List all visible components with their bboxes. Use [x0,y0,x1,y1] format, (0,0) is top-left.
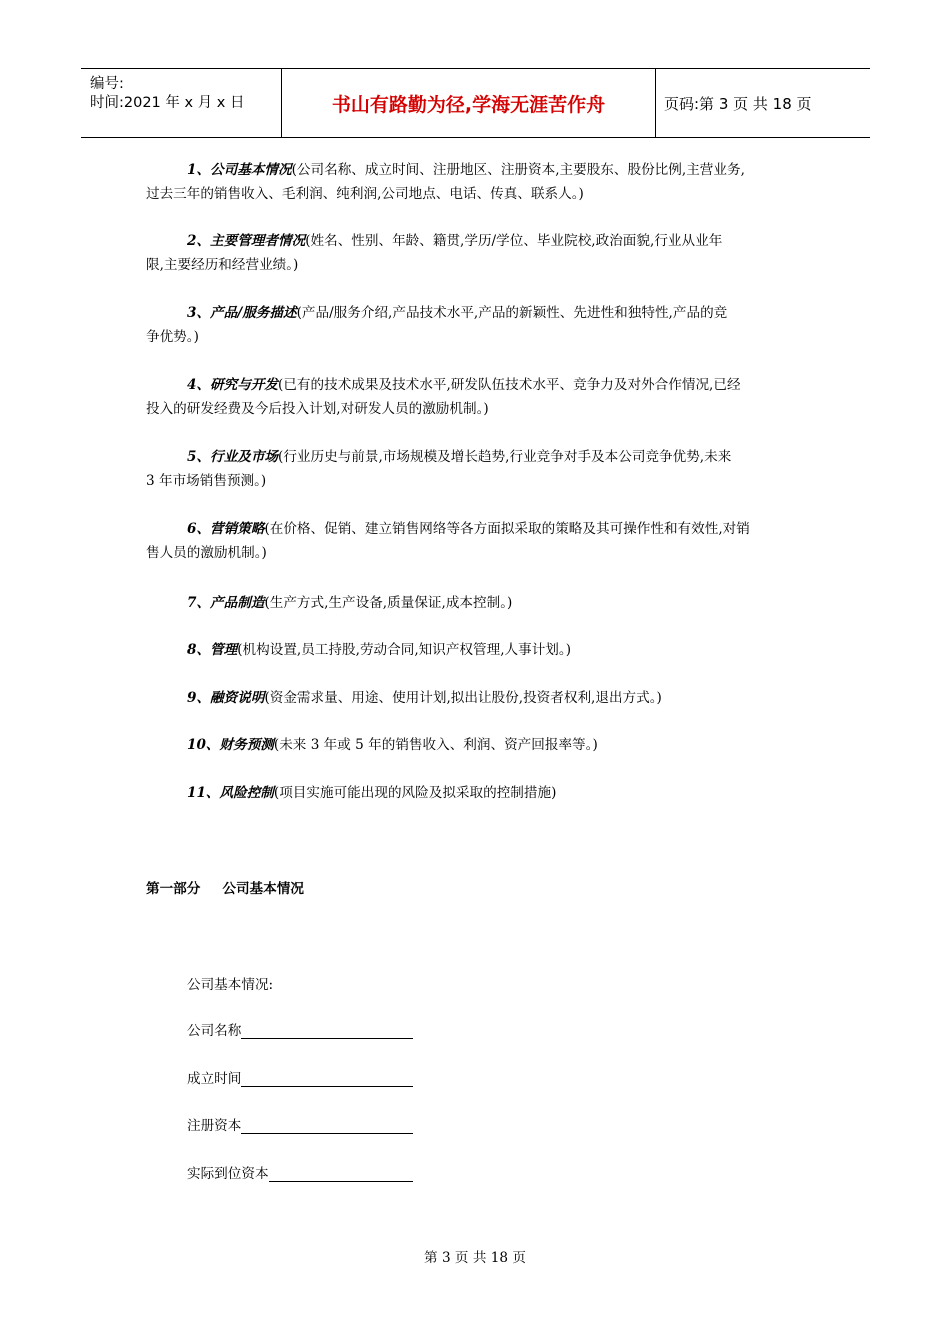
outline-item-desc-line1: (资金需求量、用途、使用计划,拟出让股份,投资者权利,退出方式。) [264,690,662,706]
field-label: 注册资本 [187,1118,242,1134]
outline-item-desc-line1: (项目实施可能出现的风险及拟采取的控制措施) [273,785,557,801]
outline-item-title: 6、营销策略 [187,521,265,537]
outline-item-title: 11、风险控制 [187,785,274,801]
form-field-founding-date [187,1067,413,1087]
document-time-label: 时间:2021 年 x 月 x 日 [90,95,245,111]
outline-item-desc-line1: (未来 3 年或 5 年的销售收入、利润、资产回报率等。) [273,737,598,753]
form-intro: 公司基本情况: [187,977,274,993]
outline-item-desc-line2: 限,主要经历和经营业绩。) [146,257,299,273]
header-motto: 书山有路勤为径,学海无涯苦作舟 [282,69,656,137]
outline-item-title: 2、主要管理者情况 [187,233,306,249]
page-footer: 第 3 页 共 18 页 [424,1250,526,1266]
header-meta-cell [81,69,282,137]
outline-item-title: 1、公司基本情况 [187,162,292,178]
paid-in-capital-fill-line[interactable] [269,1165,413,1182]
outline-item-title: 4、研究与开发 [187,377,279,393]
outline-item-desc-line1: (姓名、性别、年龄、籍贯,学历/学位、毕业院校,政治面貌,行业从业年 [305,233,723,249]
section-name: 公司基本情况 [222,881,304,897]
outline-item-desc-line2: 投入的研发经费及今后投入计划,对研发人员的激励机制。) [146,401,489,417]
outline-item [146,229,806,277]
field-label: 成立时间 [187,1071,242,1087]
outline-item-desc-line1: (机构设置,员工持股,劳动合同,知识产权管理,人事计划。) [237,642,571,658]
outline-item-desc-line1: (产品/服务介绍,产品技术水平,产品的新颖性、先进性和独特性,产品的竞 [296,305,728,321]
outline-item-desc-line1: (在价格、促销、建立销售网络等各方面拟采取的策略及其可操作性和有效性,对销 [264,521,750,537]
form-field-paid-in-capital [187,1162,413,1182]
outline-item-desc-line1: (生产方式,生产设备,质量保证,成本控制。) [264,595,513,611]
page-header [81,68,870,138]
outline-item-desc-line1: (公司名称、成立时间、注册地区、注册资本,主要股东、股份比例,主营业务, [291,162,745,178]
outline-item [146,638,806,662]
company-name-fill-line[interactable] [241,1022,413,1039]
outline-item-desc-line1: (行业历史与前景,市场规模及增长趋势,行业竞争对手及本公司竞争优势,未来 [278,449,732,465]
section-heading [146,877,304,897]
outline-item-desc-line1: (已有的技术成果及技术水平,研发队伍技术水平、竞争力及对外合作情况,已经 [278,377,741,393]
header-page-code: 页码:第 3 页 共 18 页 [664,95,812,113]
outline-item [146,445,806,493]
outline-item [146,373,806,421]
outline-item [146,591,806,615]
outline-item-title: 5、行业及市场 [187,449,279,465]
founding-date-fill-line[interactable] [241,1070,413,1087]
outline-item-desc-line2: 过去三年的销售收入、毛利润、纯利润,公司地点、电话、传真、联系人。) [146,186,584,202]
outline-item [146,301,806,349]
form-field-registered-capital [187,1114,413,1134]
field-label: 公司名称 [187,1023,242,1039]
form-field-company-name [187,1019,413,1039]
field-label: 实际到位资本 [187,1166,269,1182]
outline-item-desc-line2: 争优势。) [146,329,199,345]
outline-item [146,733,806,757]
outline-item [146,686,806,710]
outline-item-title: 10、财务预测 [187,737,274,753]
registered-capital-fill-line[interactable] [241,1117,413,1134]
outline-item [146,517,806,565]
outline-item-desc-line2: 售人员的激励机制。) [146,545,267,561]
document-number-label: 编号: [90,76,124,92]
outline-item [146,158,806,206]
outline-item-title: 9、融资说明 [187,690,265,706]
outline-item-title: 3、产品/服务描述 [187,305,297,321]
outline-item-desc-line2: 3 年市场销售预测。) [146,473,267,489]
outline-item-title: 7、产品制造 [187,595,265,611]
outline-item-title: 8、管理 [187,642,238,658]
outline-item [146,781,806,805]
section-part-label: 第一部分 [146,881,201,897]
